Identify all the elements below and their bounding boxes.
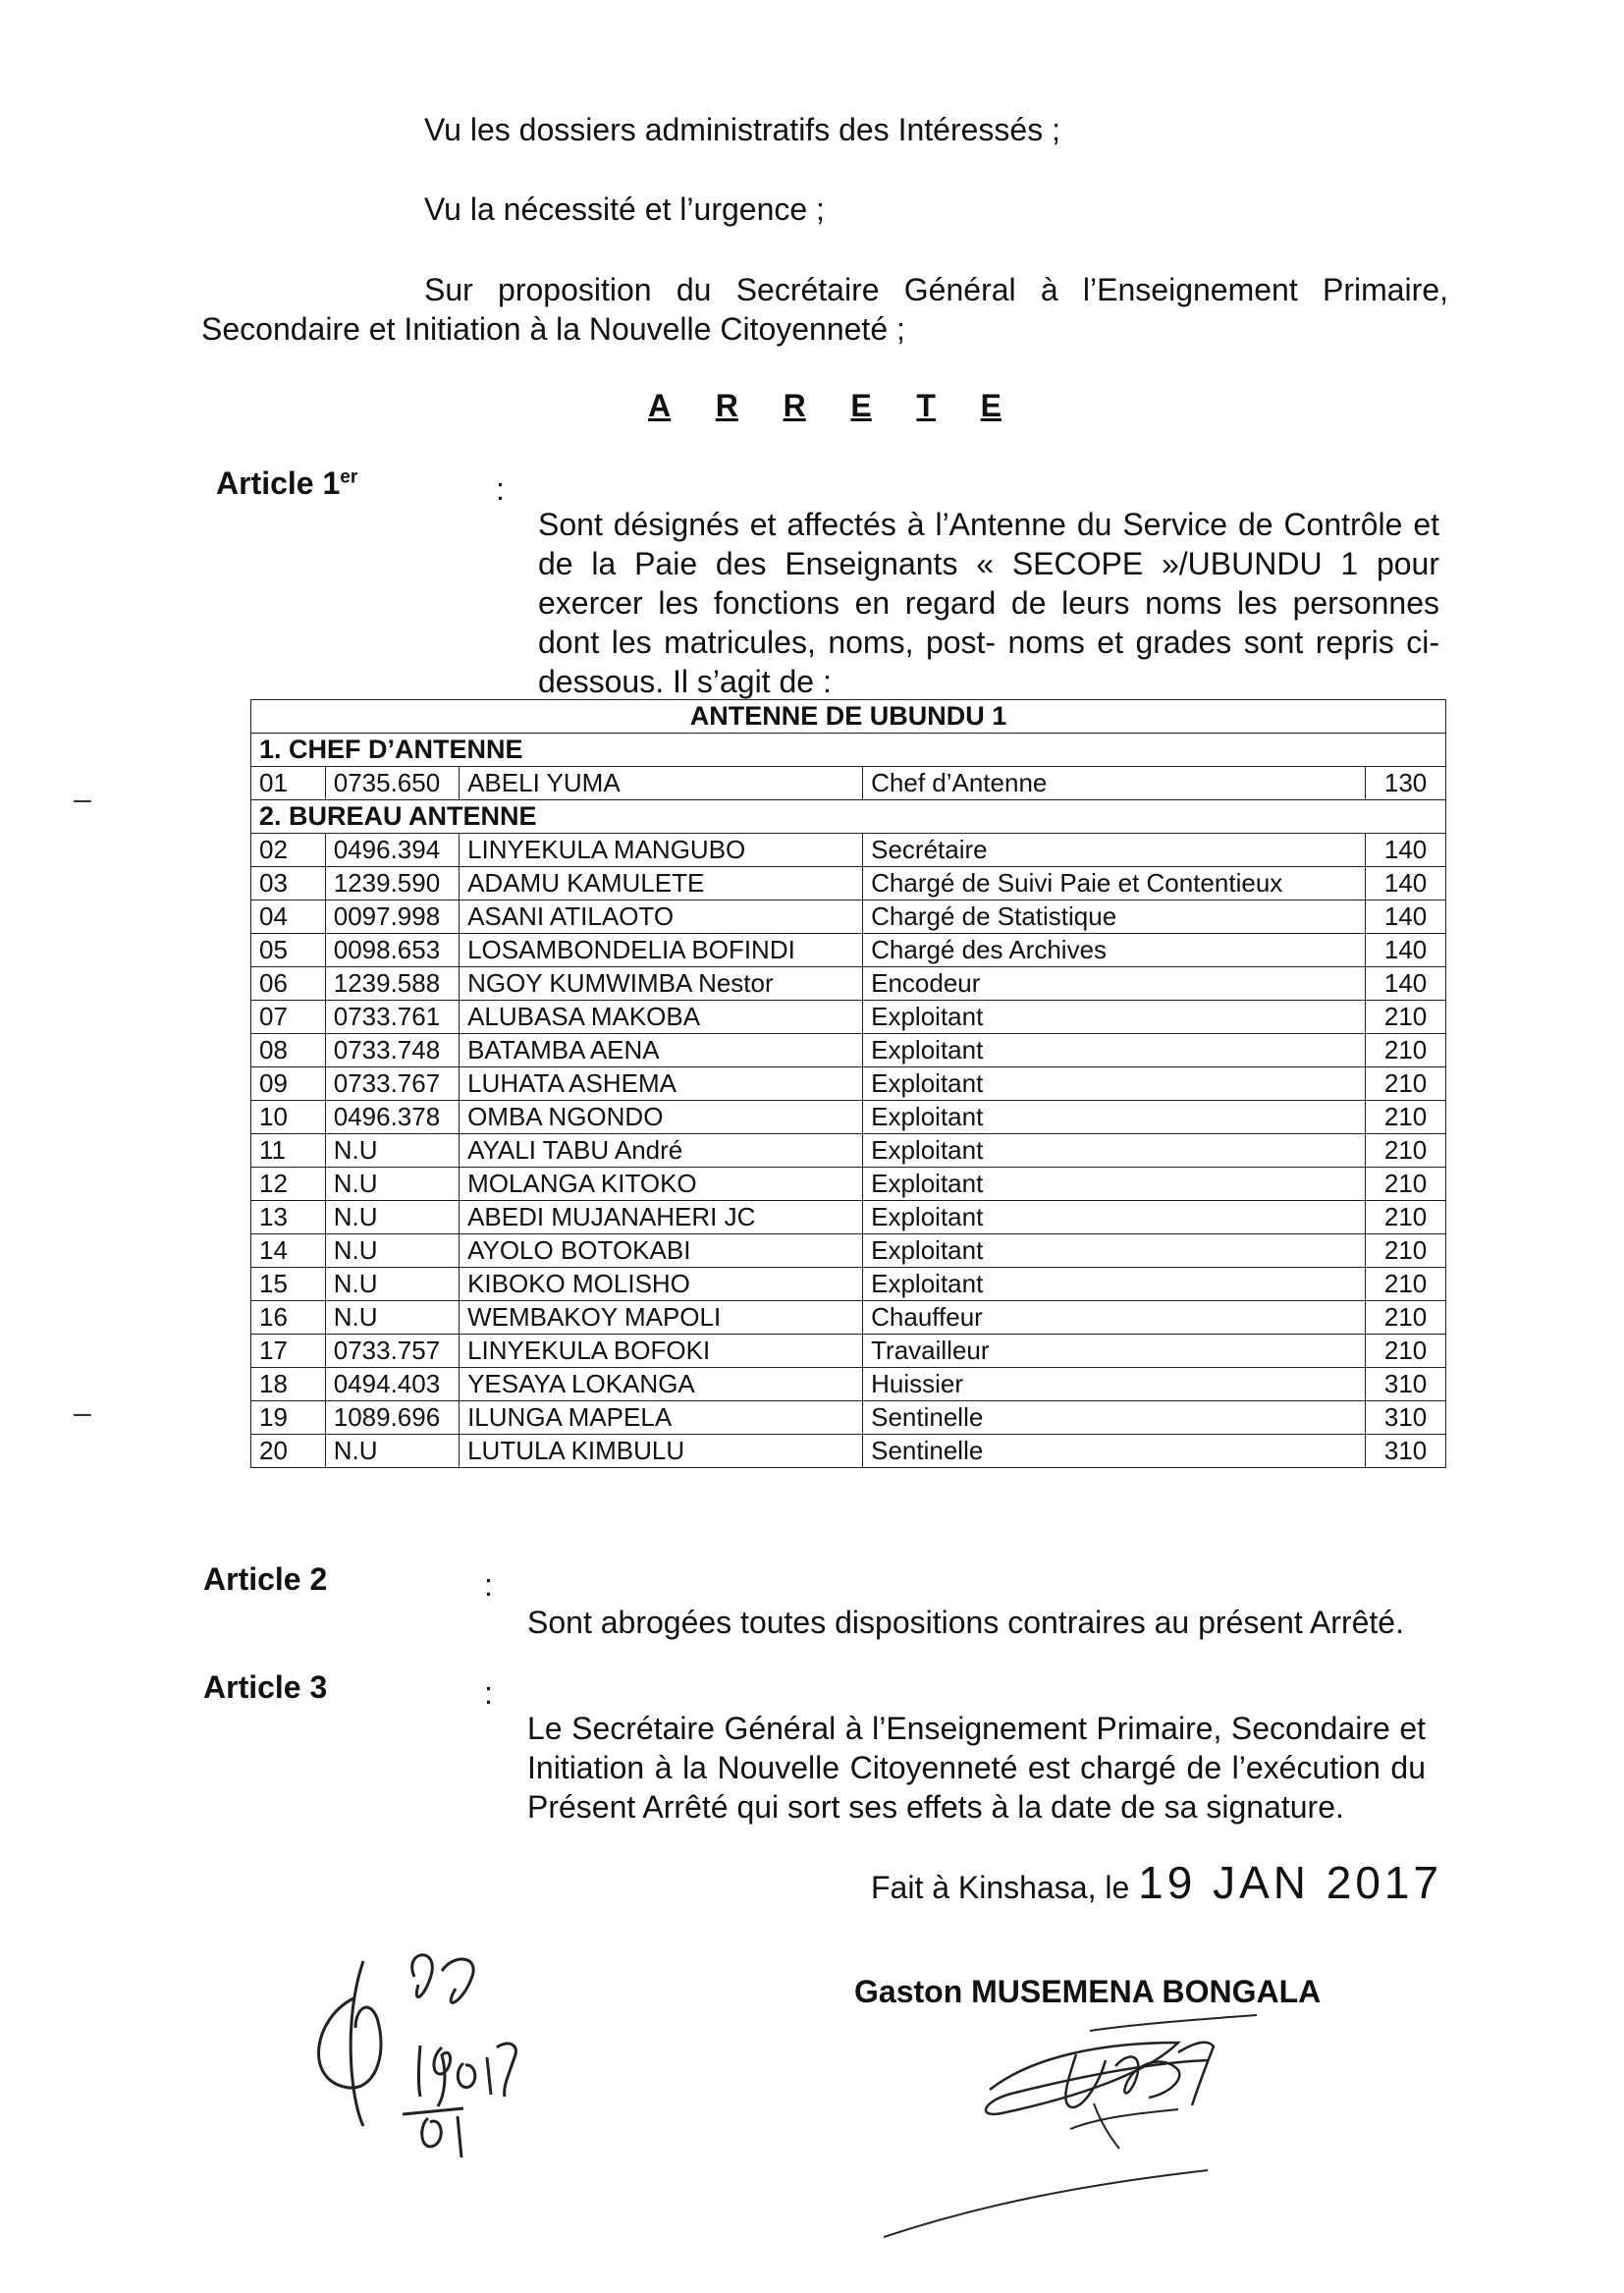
function-cell: Encodeur [863,967,1366,1001]
employee-name-cell: LOSAMBONDELIA BOFINDI [460,934,863,967]
grade-cell: 140 [1366,834,1446,867]
grade-cell: 310 [1366,1368,1446,1401]
row-number-cell: 02 [251,834,326,867]
employee-name-cell: LUTULA KIMBULU [460,1435,863,1468]
employee-name-cell: BATAMBA AENA [460,1034,863,1067]
employee-name-cell: AYOLO BOTOKABI [460,1234,863,1268]
function-cell: Exploitant [863,1034,1366,1067]
section-2-row [251,800,1446,834]
employee-name-cell: NGOY KUMWIMBA Nestor [460,967,863,1001]
article-1-text: Sont désignés et affectés à l’Antenne du Service de Contrôle et de la Paie des Enseignants « SECOPE »/UBUNDU 1 pour exercer les fonctions en regard de leurs noms les personnes dont les matricules, noms, post- noms et grades sont repris ci-dessous. Il s’agit de : [538,507,1439,699]
matricule-cell: 0496.394 [325,834,459,867]
matricule-cell: 0496.378 [325,1101,459,1134]
grade-cell: 210 [1366,1335,1446,1368]
matricule-cell: N.U [325,1435,459,1468]
row-number-cell: 04 [251,901,326,934]
table-row [251,1335,1446,1368]
function-cell: Exploitant [863,1168,1366,1201]
row-number-cell: 08 [251,1034,326,1067]
grade-cell: 310 [1366,1401,1446,1435]
table-row [251,1168,1446,1201]
article-2-colon: : [484,1567,493,1603]
employee-name-cell: MOLANGA KITOKO [460,1168,863,1201]
grade-cell: 310 [1366,1435,1446,1468]
function-cell: Exploitant [863,1134,1366,1168]
table-row [251,1368,1446,1401]
employee-name-cell: ADAMU KAMULETE [460,867,863,901]
matricule-cell: N.U [325,1134,459,1168]
grade-cell: 210 [1366,1301,1446,1335]
matricule-cell: 0097.998 [325,901,459,934]
table-row [251,934,1446,967]
grade-cell: 210 [1366,1168,1446,1201]
grade-cell: 210 [1366,1234,1446,1268]
employee-name-cell: ILUNGA MAPELA [460,1401,863,1435]
article-1-colon: : [496,471,505,507]
table-row [251,1201,1446,1234]
grade-cell: 210 [1366,1001,1446,1034]
table-caption-row [251,700,1446,734]
grade-cell: 210 [1366,1034,1446,1067]
row-number-cell: 01 [251,767,326,800]
table-row [251,1401,1446,1435]
matricule-cell: 0733.748 [325,1034,459,1067]
matricule-cell: 0735.650 [325,767,459,800]
matricule-cell: N.U [325,1301,459,1335]
table-row [251,834,1446,867]
grade-cell: 210 [1366,1134,1446,1168]
employee-name-cell: OMBA NGONDO [460,1101,863,1134]
matricule-cell: N.U [325,1201,459,1234]
function-cell: Exploitant [863,1201,1366,1234]
row-number-cell: 16 [251,1301,326,1335]
function-cell: Sentinelle [863,1401,1366,1435]
matricule-cell: N.U [325,1268,459,1301]
grade-cell: 210 [1366,1101,1446,1134]
table-caption: ANTENNE DE UBUNDU 1 [251,700,1446,734]
row-number-cell: 07 [251,1001,326,1034]
preamble-line-2: Vu la nécessité et l’urgence ; [424,191,825,227]
employee-name-cell: ABEDI MUJANAHERI JC [460,1201,863,1234]
function-cell: Exploitant [863,1101,1366,1134]
article-2-text: Sont abrogées toutes dispositions contraires au présent Arrêté. [527,1605,1404,1640]
grade-cell: 140 [1366,901,1446,934]
article-3-colon: : [484,1675,493,1711]
row-number-cell: 14 [251,1234,326,1268]
employee-name-cell: LINYEKULA BOFOKI [460,1335,863,1368]
function-cell: Travailleur [863,1335,1366,1368]
employee-name-cell: YESAYA LOKANGA [460,1368,863,1401]
article-1-label-sup: er [340,466,358,488]
row-number-cell: 17 [251,1335,326,1368]
row-number-cell: 13 [251,1201,326,1234]
handwritten-reference-marks [295,1949,609,2165]
function-cell: Chauffeur [863,1301,1366,1335]
decree-title-letter: T [916,388,936,423]
employee-name-cell: ABELI YUMA [460,767,863,800]
employee-name-cell: AYALI TABU André [460,1134,863,1168]
employee-name-cell: KIBOKO MOLISHO [460,1268,863,1301]
table-row [251,1301,1446,1335]
employee-name-cell: WEMBAKOY MAPOLI [460,1301,863,1335]
place-date [871,1856,1442,1909]
row-number-cell: 18 [251,1368,326,1401]
table-row [251,1268,1446,1301]
function-cell: Secrétaire [863,834,1366,867]
section-chef-antenne: 1. CHEF D’ANTENNE [251,734,1446,767]
employee-name-cell: ASANI ATILAOTO [460,901,863,934]
matricule-cell: 0733.757 [325,1335,459,1368]
decree-title [648,388,1001,424]
section-bureau-antenne: 2. BUREAU ANTENNE [251,800,1446,834]
row-number-cell: 11 [251,1134,326,1168]
employee-name-cell: LUHATA ASHEMA [460,1067,863,1101]
matricule-cell: 1089.696 [325,1401,459,1435]
matricule-cell: 0733.767 [325,1067,459,1101]
article-3-label: Article 3 [203,1669,328,1705]
function-cell: Chargé de Suivi Paie et Contentieux [863,867,1366,901]
grade-cell: 210 [1366,1268,1446,1301]
function-cell: Chargé de Statistique [863,901,1366,934]
table-row [251,967,1446,1001]
employee-name-cell: ALUBASA MAKOBA [460,1001,863,1034]
employee-name-cell: LINYEKULA MANGUBO [460,834,863,867]
row-number-cell: 03 [251,867,326,901]
row-number-cell: 06 [251,967,326,1001]
function-cell: Sentinelle [863,1435,1366,1468]
function-cell: Exploitant [863,1067,1366,1101]
table-row [251,1101,1446,1134]
table-row [251,1067,1446,1101]
function-cell: Exploitant [863,1001,1366,1034]
matricule-cell: N.U [325,1168,459,1201]
table-row [251,1001,1446,1034]
grade-cell: 140 [1366,867,1446,901]
matricule-cell: 0098.653 [325,934,459,967]
signature-date-stamp: 19 JAN 2017 [1138,1857,1443,1908]
table-row [251,1034,1446,1067]
table-row [251,867,1446,901]
matricule-cell: 0733.761 [325,1001,459,1034]
article-1-label [216,465,357,502]
table-row [251,1435,1446,1468]
row-number-cell: 15 [251,1268,326,1301]
function-cell: Exploitant [863,1234,1366,1268]
margin-mark: – [74,781,91,816]
table-row [251,767,1446,800]
place-text: Fait à Kinshasa, le [871,1870,1130,1905]
function-cell: Exploitant [863,1268,1366,1301]
margin-mark: – [74,1394,91,1430]
decree-title-letter: R [783,388,806,423]
table-row [251,901,1446,934]
section-1-row [251,734,1446,767]
matricule-cell: 1239.590 [325,867,459,901]
grade-cell: 140 [1366,934,1446,967]
personnel-table [250,699,1446,1468]
row-number-cell: 20 [251,1435,326,1468]
article-1-label-text: Article 1 [216,465,341,501]
matricule-cell: 0494.403 [325,1368,459,1401]
preamble-line-1: Vu les dossiers administratifs des Intéressés ; [424,112,1060,147]
article-2-label: Article 2 [203,1561,328,1597]
matricule-cell: 1239.588 [325,967,459,1001]
row-number-cell: 09 [251,1067,326,1101]
row-number-cell: 12 [251,1168,326,1201]
function-cell: Huissier [863,1368,1366,1401]
grade-cell: 140 [1366,967,1446,1001]
row-number-cell: 10 [251,1101,326,1134]
row-number-cell: 19 [251,1401,326,1435]
grade-cell: 210 [1366,1067,1446,1101]
function-cell: Chef d’Antenne [863,767,1366,800]
preamble-line-3: Sur proposition du Secrétaire Général à l’Enseignement Primaire, Secondaire et Initiation à la Nouvelle Citoyenneté ; [201,272,1448,347]
table-row [251,1134,1446,1168]
decree-title-letter: E [980,388,1001,423]
decree-title-letter: R [715,388,738,423]
row-number-cell: 05 [251,934,326,967]
signature [884,2003,1296,2249]
decree-title-letter: A [648,388,672,423]
function-cell: Chargé des Archives [863,934,1366,967]
table-row [251,1234,1446,1268]
signer-name: Gaston MUSEMENA BONGALA [854,1974,1322,2009]
decree-title-letter: E [850,388,872,423]
article-3-text: Le Secrétaire Général à l’Enseignement Primaire, Secondaire et Initiation à la Nouvelle Citoyenneté est chargé de l’exécution du Présent Arrêté qui sort ses effets à la date de sa signature. [527,1711,1426,1825]
matricule-cell: N.U [325,1234,459,1268]
grade-cell: 210 [1366,1201,1446,1234]
grade-cell: 130 [1366,767,1446,800]
